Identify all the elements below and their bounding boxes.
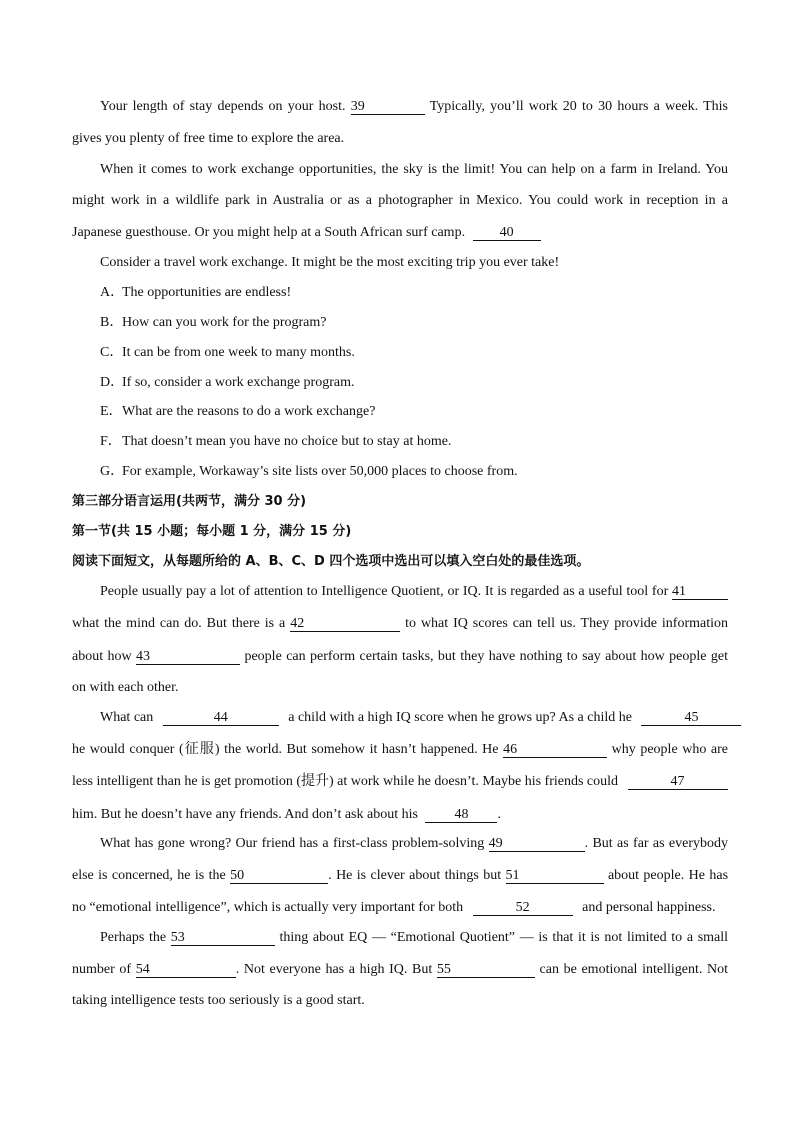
subsection-heading: 第一节(共 15 小题；每小题 1 分，满分 15 分) — [72, 524, 352, 539]
cloze-text: . — [497, 807, 501, 822]
passage-line: gives you plenty of free time to explore the area. — [72, 131, 345, 146]
option-a — [100, 284, 291, 302]
cloze-text: thing about EQ — “Emotional Quotient” — is that it is not limited to a small — [279, 930, 729, 945]
answer-blank-39: 39 — [351, 99, 425, 115]
answer-blank-42: 42 — [290, 616, 400, 632]
option-letter: F． — [100, 434, 122, 449]
option-d — [100, 374, 354, 392]
answer-blank-52: 52 — [473, 900, 573, 916]
option-letter: G． — [100, 464, 125, 479]
answer-blank-49: 49 — [489, 836, 585, 852]
cloze-line — [72, 741, 728, 759]
cloze-text: else is concerned, he is the — [72, 868, 226, 883]
cloze-text: a child with a high IQ score when he grows up? As a child he — [288, 710, 632, 725]
cloze-text: he would conquer (征服) the world. But somehow it hasn’t happened. He — [72, 742, 499, 757]
cloze-text: . He is clever about things but — [328, 868, 502, 883]
cloze-line — [72, 648, 728, 666]
passage-text: Typically, you’ll work 20 to 30 hours a week. This — [429, 99, 728, 114]
answer-blank-53: 53 — [171, 930, 275, 946]
instruction-heading: 阅读下面短文，从每题所给的 A、B、C、D 四个选项中选出可以填入空白处的最佳选项。 — [72, 554, 590, 569]
option-text: It can be from one week to many months. — [122, 345, 355, 360]
cloze-line — [72, 615, 728, 633]
cloze-line — [72, 773, 728, 791]
option-text: That doesn’t mean you have no choice but to stay at home. — [122, 434, 452, 449]
option-text: For example, Workaway’s site lists over 50,000 places to choose from. — [122, 464, 518, 479]
passage-line: might work in a wildlife park in Australia or as a photographer in Mexico. You could work in reception in a — [72, 193, 728, 208]
answer-blank-51: 51 — [506, 868, 604, 884]
cloze-text: about how — [72, 649, 132, 664]
section-heading: 第三部分语言运用(共两节，满分 30 分) — [72, 494, 307, 509]
option-letter: E． — [100, 404, 123, 419]
answer-blank-40: 40 — [473, 225, 541, 241]
answer-blank-43: 43 — [136, 649, 240, 665]
cloze-text: Perhaps the — [100, 930, 167, 945]
cloze-text: why people who are — [611, 742, 728, 757]
answer-blank-44: 44 — [163, 710, 279, 726]
option-letter: A． — [100, 285, 125, 300]
option-b — [100, 314, 327, 332]
passage-line — [72, 224, 541, 242]
option-text: The opportunities are endless! — [122, 285, 292, 300]
answer-blank-45: 45 — [641, 710, 741, 726]
passage-line: Consider a travel work exchange. It might be the most exciting trip you ever take! — [100, 255, 560, 270]
option-letter: D． — [100, 375, 125, 390]
answer-blank-47: 47 — [628, 774, 728, 790]
cloze-line — [72, 867, 728, 885]
cloze-text: no “emotional intelligence”, which is actually very important for both — [72, 900, 464, 915]
cloze-text: can be emotional intelligent. Not — [539, 962, 728, 977]
cloze-line — [100, 929, 728, 947]
passage-line: When it comes to work exchange opportunities, the sky is the limit! You can help on a farm in Ireland. You — [100, 162, 728, 177]
answer-blank-54: 54 — [136, 962, 236, 978]
option-text: If so, consider a work exchange program. — [122, 375, 355, 390]
cloze-text: people can perform certain tasks, but they have nothing to say about how people get — [244, 649, 729, 664]
answer-blank-55: 55 — [437, 962, 535, 978]
passage-text: Your length of stay depends on your host. — [100, 99, 346, 114]
cloze-line — [100, 583, 728, 601]
cloze-text: . But as far as everybody — [584, 836, 728, 851]
cloze-line — [72, 961, 728, 979]
answer-blank-48: 48 — [425, 807, 497, 823]
passage-line — [100, 98, 728, 116]
option-text: What are the reasons to do a work exchange? — [122, 404, 376, 419]
cloze-text: him. But he doesn’t have any friends. And don’t ask about his — [72, 807, 418, 822]
passage-text: Japanese guesthouse. Or you might help at a South African surf camp. — [72, 225, 466, 240]
cloze-text: number of — [72, 962, 132, 977]
option-letter: B． — [100, 315, 124, 330]
option-c — [100, 344, 355, 362]
cloze-text: less intelligent than he is get promotion (提升) at work while he doesn’t. Maybe his friends could — [72, 774, 619, 789]
cloze-line — [100, 835, 728, 853]
cloze-line — [100, 709, 741, 727]
cloze-line: on with each other. — [72, 680, 179, 695]
cloze-text: about people. He has — [607, 868, 729, 883]
cloze-text: What can — [100, 710, 154, 725]
option-g — [100, 463, 518, 481]
cloze-text: . Not everyone has a high IQ. But — [235, 962, 433, 977]
cloze-text: what the mind can do. But there is a — [72, 616, 286, 631]
cloze-line: taking intelligence tests too seriously is a good start. — [72, 993, 365, 1008]
cloze-text: What has gone wrong? Our friend has a first-class problem-solving — [100, 836, 485, 851]
answer-blank-46: 46 — [503, 742, 607, 758]
answer-blank-50: 50 — [230, 868, 328, 884]
option-f — [100, 433, 451, 451]
cloze-text: People usually pay a lot of attention to Intelligence Quotient, or IQ. It is regarded as a useful tool for — [100, 584, 669, 599]
option-e — [100, 403, 375, 421]
cloze-text: to what IQ scores can tell us. They provide information — [405, 616, 729, 631]
cloze-line — [72, 899, 715, 917]
answer-blank-41: 41 — [672, 584, 728, 600]
cloze-text: and personal happiness. — [582, 900, 716, 915]
option-text: How can you work for the program? — [122, 315, 327, 330]
cloze-line — [72, 806, 501, 824]
option-letter: C． — [100, 345, 124, 360]
